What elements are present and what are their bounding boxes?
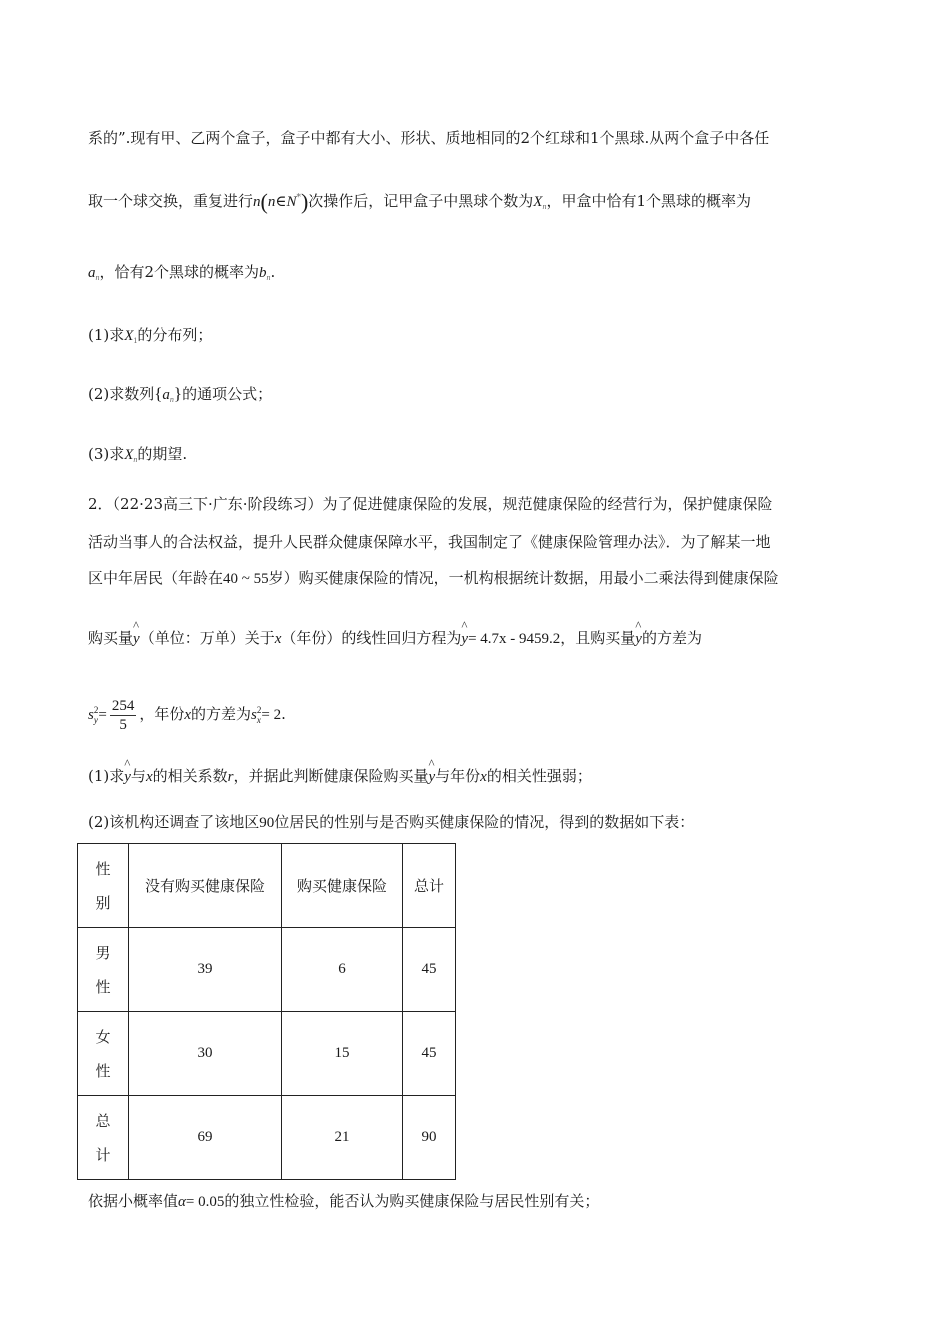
table-cell: 69 xyxy=(129,1096,282,1180)
table-cell: 15 xyxy=(282,1012,403,1096)
text: ，且购买量 xyxy=(560,629,636,647)
math-b: b xyxy=(259,265,267,281)
table-row xyxy=(78,928,456,1012)
p1-q1 xyxy=(88,325,212,351)
sup-sub: 2 x xyxy=(256,705,262,725)
p2-line4 xyxy=(88,628,702,649)
math-x: x xyxy=(184,707,191,723)
text: 位居民的性别与是否购买健康保险的情况，得到的数据如下表： xyxy=(274,813,695,831)
p2-line3 xyxy=(88,568,779,589)
math-X: X xyxy=(124,447,134,463)
text: 的通项公式； xyxy=(182,385,273,403)
text: 活动当事人的合法权益，提升人民群众健康保障水平，我国制定了《健康保险管理办法》．为了解某一地 xyxy=(88,533,771,551)
text: ，并据此判断健康保险购买量 xyxy=(233,767,429,785)
text: 2．（22·23高三下·广东·阶段练习）为了促进健康保险的发展，规范健康保险的经营行为，保护健康保险 xyxy=(88,495,773,513)
text: 区中年居民（年龄在 xyxy=(88,569,224,587)
math-a: a xyxy=(88,265,96,281)
header-cell-gender: 性 别 xyxy=(78,844,129,928)
p2-line5 xyxy=(88,694,286,735)
text: 的独立性检验，能否认为购买健康保险与居民性别有关； xyxy=(224,1192,600,1210)
text: （单位：万单）关于 xyxy=(139,629,275,647)
math-r: r xyxy=(227,769,234,785)
header-cell-not-bought: 没有购买健康保险 xyxy=(129,844,282,928)
text: 的分布列； xyxy=(137,326,213,344)
table-cell: 30 xyxy=(129,1012,282,1096)
numerator: 254 xyxy=(111,697,135,714)
text: （年份）的线性回归方程为 xyxy=(281,629,462,647)
table-cell: 21 xyxy=(282,1096,403,1180)
text: 次操作后，记甲盒子中黑球个数为 xyxy=(308,192,534,210)
table-cell: 39 xyxy=(129,928,282,1012)
math-a: a xyxy=(162,387,170,403)
math-X: X xyxy=(533,194,543,210)
p1-q2 xyxy=(88,384,272,410)
sub-n: n xyxy=(169,395,174,404)
table-row xyxy=(78,1096,456,1180)
sub-n: n xyxy=(95,273,100,282)
text: 系的”.现有甲、乙两个盒子，盒子中都有大小、形状、质地相同的2个红球和1个黑球.从两个盒子中各任 xyxy=(88,129,770,147)
p1-q3 xyxy=(88,444,187,470)
math-x: x xyxy=(145,769,153,785)
text: 的相关性强弱； xyxy=(486,767,592,785)
text: 与年份 xyxy=(435,767,481,785)
table-cell: 45 xyxy=(403,1012,456,1096)
math-y-hat: ^ y xyxy=(428,767,435,787)
star-sup: * xyxy=(296,193,301,203)
p2-after-table xyxy=(88,1191,599,1212)
table-cell: 6 xyxy=(282,928,403,1012)
text: 的相关系数 xyxy=(152,767,228,785)
sub-n: n xyxy=(133,455,138,464)
fraction xyxy=(110,697,137,734)
math-n: n xyxy=(253,194,261,210)
contingency-table xyxy=(77,843,456,1180)
math-y-hat: ^ y xyxy=(635,629,642,649)
text: (1)求 xyxy=(88,767,125,785)
table-cell: 90 xyxy=(403,1096,456,1180)
text: 岁）购买健康保险的情况，一机构根据统计数据，用最小二乘法得到健康保险 xyxy=(268,569,779,587)
text: ，恰有2个黑球的概率为 xyxy=(99,263,260,281)
row-label-female: 女 性 xyxy=(78,1012,129,1096)
text: 购买量 xyxy=(88,629,134,647)
math-y-hat: ^ y xyxy=(461,629,468,649)
header-cell-bought: 购买健康保险 xyxy=(282,844,403,928)
denominator: 5 xyxy=(119,716,127,733)
p2-line2 xyxy=(88,532,771,552)
math-90: 90 xyxy=(259,815,275,831)
text: (1)求 xyxy=(88,326,125,344)
text: . xyxy=(281,705,286,723)
paren: ) xyxy=(300,189,309,214)
math-y-hat: ^ y xyxy=(124,767,131,787)
text: 与 xyxy=(130,767,146,785)
table-row xyxy=(78,1012,456,1096)
alpha-value: = 0.05 xyxy=(185,1194,225,1210)
math-s: s xyxy=(88,707,94,723)
variance-value: = 2 xyxy=(261,707,282,723)
p2-line1 xyxy=(88,494,773,514)
text: ，年份 xyxy=(139,705,185,723)
math-x: x xyxy=(274,631,282,647)
sub-n: n xyxy=(542,202,547,211)
paren: ( xyxy=(260,189,268,214)
header-cell-total: 总计 xyxy=(403,844,456,928)
p1-line3 xyxy=(88,262,275,288)
math-condition: n∈N xyxy=(267,194,297,210)
table-header-row xyxy=(78,844,456,928)
sup-sub: 2 y xyxy=(93,705,99,725)
brace-left: { xyxy=(154,384,163,403)
math-y-hat: ^ y xyxy=(133,629,140,649)
math-X: X xyxy=(124,328,134,344)
p2-q1 xyxy=(88,766,592,787)
text: 的方差为 xyxy=(191,705,252,723)
text: . xyxy=(270,263,276,281)
text: 取一个球交换，重复进行 xyxy=(88,192,254,210)
math-alpha: α xyxy=(178,1194,186,1210)
p2-q2 xyxy=(88,812,694,833)
text: (2)求数列 xyxy=(88,385,155,403)
sub-n: n xyxy=(266,273,271,282)
p1-line2 xyxy=(88,188,751,217)
math-s: s xyxy=(251,707,257,723)
text: 的期望. xyxy=(137,445,188,463)
regression-equation: = 4.7x - 9459.2 xyxy=(468,631,561,647)
text: ，甲盒中恰有1个黑球的概率为 xyxy=(546,192,752,210)
math-range: 40 ~ 55 xyxy=(223,571,269,587)
row-label-male: 男 性 xyxy=(78,928,129,1012)
p1-line1 xyxy=(88,128,769,148)
sub-1: 1 xyxy=(133,336,138,345)
row-label-total: 总 计 xyxy=(78,1096,129,1180)
text: (2)该机构还调查了该地区 xyxy=(88,813,260,831)
table-cell: 45 xyxy=(403,928,456,1012)
text: (3)求 xyxy=(88,445,125,463)
brace-right: } xyxy=(173,384,183,403)
equals: = xyxy=(98,707,107,723)
math-x: x xyxy=(480,769,487,785)
text: 的方差为 xyxy=(641,629,702,647)
text: 依据小概率值 xyxy=(88,1192,179,1210)
